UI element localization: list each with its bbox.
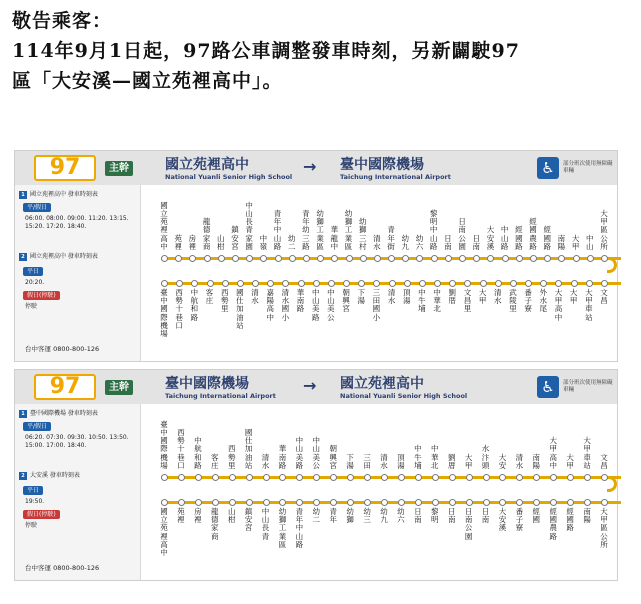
stop-dot	[289, 255, 296, 262]
stop-dot	[573, 255, 580, 262]
stop-dot	[195, 474, 202, 481]
stop-dot	[296, 499, 303, 506]
stop-dot	[279, 474, 286, 481]
stop-dot	[584, 499, 591, 506]
stop-name-top: 大甲	[571, 233, 580, 251]
stop-name-bottom: 國立苑裡高中	[160, 507, 168, 558]
stop-name-top: 幼九	[401, 233, 410, 251]
stop-name-top: 中牛埔	[414, 444, 422, 470]
stop-name-top: 下湯	[346, 452, 354, 470]
stop-name-top: 苑裡	[174, 233, 182, 251]
stop-name-top: 大安	[498, 452, 507, 470]
stop-dot	[567, 474, 574, 481]
stop-name-bottom: 文昌里	[463, 288, 472, 314]
stop-name-bottom: 中航和路	[190, 288, 199, 322]
stop-name-bottom: 黎明	[431, 507, 439, 525]
stop-dot	[432, 474, 439, 481]
stop-name-bottom: 苑裡	[177, 507, 185, 525]
stop-name-top: 山柑	[217, 233, 225, 251]
stop-dot	[161, 474, 168, 481]
route-number: 97	[34, 155, 96, 181]
stop-dot	[263, 474, 270, 481]
stop-name-bottom: 清水	[387, 288, 396, 306]
route-number: 97	[34, 374, 96, 400]
schedule-sidebar	[15, 404, 141, 580]
stop-name-top: 中山路	[500, 225, 509, 251]
stop-name-bottom: 大甲區公所	[600, 507, 608, 549]
stop-dot	[189, 255, 196, 262]
stop-dot	[483, 499, 490, 506]
stop-name-top: 頂湯	[397, 452, 405, 470]
stop-name-top: 青年幼三路	[302, 208, 310, 251]
stop-name-bottom: 幼獅	[346, 507, 354, 525]
schedule-2-weekday-tag: 平日	[23, 486, 43, 495]
schedule-1-title-text: 國立苑裡高中 發車時刻表	[30, 191, 98, 198]
stop-dot	[313, 499, 320, 506]
stop-name-bottom: 日南公園	[464, 507, 473, 541]
stop-dot	[358, 280, 365, 287]
stop-name-bottom: 中華北	[433, 288, 441, 314]
stop-dot	[516, 474, 523, 481]
stop-name-top: 南陽	[557, 233, 566, 251]
stop-name-bottom: 劉厝	[448, 288, 457, 306]
stop-dot	[204, 255, 211, 262]
stop-name-top: 國立苑裡高中	[160, 200, 168, 251]
stop-dot	[449, 474, 456, 481]
stop-name-top: 大甲高中	[549, 436, 557, 470]
panel-header	[15, 151, 617, 185]
stop-dot	[313, 280, 320, 287]
route-panel-outbound	[14, 150, 618, 362]
stop-dot	[267, 280, 274, 287]
stop-dot	[601, 255, 608, 262]
stop-name-bottom: 日南	[447, 507, 456, 525]
stop-name-top: 大甲	[566, 452, 574, 470]
stop-dots-top	[161, 474, 621, 481]
stop-name-bottom: 頂湯	[403, 288, 411, 306]
stop-name-bottom: 經國農路	[549, 507, 557, 541]
schedule-2-times: 20:20.	[25, 279, 45, 286]
stop-name-top: 大甲	[464, 452, 473, 470]
stop-name-bottom: 房裡	[194, 507, 202, 525]
stop-dot	[402, 255, 409, 262]
destination-name-en: Taichung International Airport	[340, 173, 451, 181]
stop-dot	[483, 474, 490, 481]
stop-name-top: 華龍中	[330, 225, 339, 251]
stop-dot	[212, 474, 219, 481]
panel-header	[15, 370, 617, 404]
stop-dot	[415, 474, 422, 481]
stop-name-top: 幼獅工業區	[316, 208, 324, 251]
notice-line-1: 敬告乘客：	[12, 10, 113, 32]
stop-dot	[567, 499, 574, 506]
stop-dot	[161, 280, 168, 287]
stop-name-top: 幼獅三村	[358, 217, 367, 251]
stop-name-bottom: 青年	[329, 507, 337, 525]
operator-phone: 台中客運 0800-800-126	[25, 564, 100, 572]
route-panel-inbound	[14, 369, 618, 581]
schedule-1-title: 1 臺中國際機場 發車時刻表	[19, 408, 98, 418]
stop-name-top: 經國路	[543, 225, 551, 251]
stop-name-bottom: 大安溪	[498, 507, 507, 533]
stop-dot	[330, 474, 337, 481]
stop-dot	[347, 499, 354, 506]
stop-dot	[303, 255, 310, 262]
stop-dot	[434, 280, 441, 287]
stop-dot	[530, 255, 537, 262]
stop-name-bottom: 中山美公	[327, 288, 335, 322]
stop-name-bottom: 幼六	[397, 507, 405, 525]
stop-dot	[364, 499, 371, 506]
stop-dot	[398, 499, 405, 506]
stop-name-bottom: 國仕加油站	[236, 288, 244, 330]
stop-dot	[419, 280, 426, 287]
stop-name-top: 中山長青家園	[245, 200, 253, 251]
stop-dot	[550, 499, 557, 506]
stop-dot	[571, 280, 578, 287]
stop-dot	[229, 499, 236, 506]
stop-name-bottom: 南陽	[583, 507, 591, 525]
stop-dot	[510, 280, 517, 287]
stop-dot	[480, 280, 487, 287]
stop-dot	[473, 255, 480, 262]
wheelchair-icon: ♿	[537, 157, 559, 179]
stop-name-top: 清水	[373, 233, 381, 251]
schedule-2-weekday-tag: 平日	[23, 267, 43, 276]
stop-name-top: 日南公園	[458, 217, 466, 251]
stop-dot	[601, 499, 608, 506]
stop-dot	[495, 280, 502, 287]
schedule-1-title: 1 國立苑裡高中 發車時刻表	[19, 189, 98, 199]
stop-dot	[499, 499, 506, 506]
stop-dot	[550, 474, 557, 481]
stop-name-top: 西勢十巷口	[177, 427, 185, 470]
stop-dot	[229, 474, 236, 481]
stop-dot	[175, 255, 182, 262]
stop-name-bottom: 番子寮	[515, 507, 524, 533]
stop-dot	[389, 280, 396, 287]
origin-name: 國立苑裡高中	[165, 157, 249, 173]
stop-name-bottom: 華南路	[296, 288, 305, 314]
stop-dot	[296, 474, 303, 481]
stop-name-bottom: 山柑	[227, 507, 236, 525]
stop-dot	[601, 280, 608, 287]
stop-name-top: 龍德家商	[202, 217, 211, 251]
stop-name-top: 日南	[472, 233, 480, 251]
stop-dot	[346, 255, 353, 262]
stop-dot	[207, 280, 214, 287]
stop-dot	[601, 474, 608, 481]
stop-name-bottom: 客庄	[205, 288, 214, 306]
stop-name-bottom: 青年中山路	[295, 507, 304, 549]
stop-name-bottom: 朝興宮	[342, 288, 350, 314]
schedule-1-times: 06:20. 07:30. 09:30. 10:50. 13:50. 15:00. 17:00. 18:40.	[25, 434, 129, 449]
stop-name-top: 經國路	[515, 225, 523, 251]
stop-name-top: 大甲區公所	[600, 208, 608, 251]
stop-name-bottom: 中山長青	[261, 507, 270, 541]
stop-name-bottom: 幼二	[312, 507, 321, 525]
stop-name-bottom: 外水尾	[539, 288, 548, 314]
accessibility-note: 部分班次使用無障礙車輛	[563, 161, 613, 174]
origin-name-en: National Yuanli Senior High School	[165, 173, 293, 181]
stop-dot	[415, 499, 422, 506]
stop-dot	[232, 255, 239, 262]
stop-name-top: 房裡	[188, 233, 197, 251]
stop-dot	[161, 255, 168, 262]
origin-name-en: Taichung International Airport	[165, 392, 276, 400]
stop-dot	[279, 499, 286, 506]
accessibility-note: 部分班次使用無障礙車輛	[563, 380, 613, 393]
stop-dot	[432, 499, 439, 506]
stop-name-top: 鎮安宮	[231, 225, 239, 251]
stop-name-top: 中航和路	[194, 436, 202, 470]
notice-line-3: 區「大安溪—國立苑裡高中」。	[12, 70, 283, 92]
stop-dot	[260, 255, 267, 262]
stop-name-top: 黎明中山路	[429, 208, 438, 251]
stop-dot	[388, 255, 395, 262]
origin-name: 臺中國際機場	[165, 376, 249, 392]
stop-dot	[584, 474, 591, 481]
stop-name-top: 中華北	[431, 444, 439, 470]
trunk-badge: 主幹	[105, 161, 133, 176]
stop-dot	[246, 474, 253, 481]
stop-name-bottom: 下湯	[357, 288, 365, 306]
stop-dot	[282, 280, 289, 287]
stop-name-top: 日南	[444, 233, 452, 251]
schedule-sidebar	[15, 185, 141, 361]
stop-name-top: 中山美路	[295, 436, 304, 470]
stop-dot	[237, 280, 244, 287]
stop-dot	[263, 499, 270, 506]
schedule-2-title: 2 國立苑裡高中 發車時刻表	[19, 251, 98, 261]
stop-dot	[516, 255, 523, 262]
stop-name-top: 華南路	[278, 444, 287, 470]
operator-phone: 台中客運 0800-800-126	[25, 345, 100, 353]
stop-dot	[431, 255, 438, 262]
stop-dot	[445, 255, 452, 262]
stop-dot	[449, 499, 456, 506]
schedule-2-title-text: 國立苑裡高中 發車時刻表	[30, 253, 98, 260]
stop-dot	[330, 499, 337, 506]
stop-name-top: 客庄	[211, 452, 219, 470]
stop-dot	[398, 474, 405, 481]
wheelchair-icon: ♿	[537, 376, 559, 398]
stop-name-bottom: 龍德家商	[211, 507, 219, 541]
schedule-2-suspended: 停駛	[25, 303, 38, 310]
stop-name-bottom: 三田國小	[372, 288, 381, 322]
stop-name-top: 大安溪	[486, 225, 495, 251]
stop-dots-bottom	[161, 280, 621, 287]
stop-dot	[466, 474, 473, 481]
stop-name-bottom: 幼三	[363, 507, 371, 525]
stop-dot	[466, 499, 473, 506]
direction-arrow-icon: →	[303, 157, 317, 176]
stop-dot	[540, 280, 547, 287]
trunk-badge: 主幹	[105, 380, 133, 395]
stop-dot	[178, 474, 185, 481]
destination-name-en: National Yuanli Senior High School	[340, 392, 468, 400]
stop-name-top: 清水	[261, 452, 270, 470]
stop-name-top: 幼六	[415, 233, 424, 251]
stop-dot	[298, 280, 305, 287]
stop-dots-bottom	[161, 499, 621, 506]
stop-dot	[212, 499, 219, 506]
stop-name-bottom: 清水	[251, 288, 259, 306]
stop-name-top: 清水	[515, 452, 524, 470]
stop-dot	[516, 499, 523, 506]
stop-dot	[161, 499, 168, 506]
stop-dot	[360, 255, 367, 262]
stop-name-top: 國仕加油站	[244, 427, 253, 470]
stop-name-bottom: 鎮安宮	[244, 507, 253, 533]
schedule-2-title: 2 大安溪 發車時刻表	[19, 470, 80, 480]
stop-name-bottom: 臺中國際機場	[160, 288, 168, 339]
stop-dot	[343, 280, 350, 287]
stop-dot	[195, 499, 202, 506]
stop-name-top: 青年街	[387, 225, 395, 251]
stop-name-bottom: 清水國小	[281, 288, 290, 322]
stop-dots-top	[161, 255, 621, 262]
stop-dot	[587, 255, 594, 262]
stop-dot	[246, 499, 253, 506]
stop-dot	[218, 255, 225, 262]
stop-name-top: 幼獅工業區	[344, 208, 353, 251]
stop-dot	[347, 474, 354, 481]
stop-name-top: 三田	[363, 452, 371, 470]
stop-name-top: 臺中國際機場	[160, 419, 168, 470]
schedule-1-tag: 平/假日	[23, 203, 51, 212]
notice-line-2: 114年9月1日起，97路公車調整發車時刻，另新闢駛97	[12, 40, 520, 62]
stop-dot	[533, 474, 540, 481]
schedule-2-holiday-tag: 假日(停駛)	[23, 291, 60, 300]
stop-name-bottom: 大甲高中	[554, 288, 563, 322]
stop-name-bottom: 大甲車站	[585, 288, 593, 322]
stop-name-top: 清水	[380, 452, 388, 470]
stop-name-top: 西勢里	[227, 444, 236, 470]
stop-name-bottom: 幼獅工業區	[278, 507, 287, 549]
stop-dot	[499, 474, 506, 481]
stop-dot	[416, 255, 423, 262]
direction-arrow-icon: →	[303, 376, 317, 395]
stop-name-bottom: 經國路	[566, 507, 574, 533]
stop-name-top: 青年中山路	[273, 208, 282, 251]
stop-name-top: 水汴頭	[481, 444, 490, 470]
stop-name-top: 劉厝	[447, 452, 456, 470]
destination-name: 國立苑裡高中	[340, 376, 424, 392]
notice	[12, 6, 632, 96]
stop-dot	[586, 280, 593, 287]
stop-name-top: 南陽	[532, 452, 541, 470]
stop-dot	[558, 255, 565, 262]
schedule-1-times: 06:00. 08:00. 09:00. 11:20. 13:15. 15:20. 17:20. 18:40.	[25, 215, 129, 230]
stop-name-bottom: 大甲	[569, 288, 578, 306]
stop-name-bottom: 中山美路	[311, 288, 320, 322]
schedule-2-suspended: 停駛	[25, 522, 38, 529]
stop-name-bottom: 中牛埔	[418, 288, 426, 314]
stop-dot	[381, 499, 388, 506]
stop-name-bottom: 嘉陽高中	[266, 288, 274, 322]
stop-dot	[459, 255, 466, 262]
schedule-2-holiday-tag: 假日(停駛)	[23, 510, 60, 519]
stop-name-top: 中嶺	[259, 233, 268, 251]
stop-name-bottom: 清水	[494, 288, 502, 306]
stop-name-bottom: 經國	[532, 507, 541, 525]
stop-name-top: 經國農路	[529, 217, 537, 251]
stop-dot	[381, 474, 388, 481]
stop-dot	[313, 474, 320, 481]
stop-dot	[525, 280, 532, 287]
stop-name-bottom: 西勢十巷口	[175, 288, 183, 330]
stop-dot	[373, 280, 380, 287]
stop-dot	[404, 280, 411, 287]
stop-dot	[222, 280, 229, 287]
stop-dot	[252, 280, 259, 287]
stop-name-top: 文昌	[600, 452, 608, 470]
destination-name: 臺中國際機場	[340, 157, 424, 173]
stop-dot	[533, 499, 540, 506]
stop-name-top: 大甲車站	[583, 436, 591, 470]
stop-dot	[328, 280, 335, 287]
stop-dot	[502, 255, 509, 262]
schedule-1-title-text: 臺中國際機場 發車時刻表	[30, 410, 98, 417]
stop-dot	[317, 255, 324, 262]
stop-name-bottom: 番子寮	[524, 288, 532, 314]
stop-dot	[544, 255, 551, 262]
stop-dot	[487, 255, 494, 262]
stop-dot	[275, 255, 282, 262]
stop-name-top: 幼二	[287, 233, 296, 251]
stop-name-bottom: 日南	[414, 507, 422, 525]
stop-name-bottom: 大甲	[478, 288, 487, 306]
stop-name-top: 中山美公	[312, 436, 321, 470]
stop-dot	[178, 499, 185, 506]
stop-name-bottom: 文昌	[600, 288, 608, 306]
stop-dot	[364, 474, 371, 481]
stop-dot	[246, 255, 253, 262]
stop-name-top: 中山	[586, 233, 594, 251]
stop-dot	[449, 280, 456, 287]
schedule-2-title-text: 大安溪 發車時刻表	[30, 472, 80, 479]
schedule-1-tag: 平/假日	[23, 422, 51, 431]
stop-name-bottom: 武陵里	[509, 288, 517, 314]
stop-dot	[555, 280, 562, 287]
stop-dot	[464, 280, 471, 287]
stop-name-bottom: 幼九	[380, 507, 388, 525]
schedule-2-times: 19:50.	[25, 498, 45, 505]
stop-dot	[374, 255, 381, 262]
stop-name-top: 朝興宮	[329, 444, 337, 470]
stop-dot	[176, 280, 183, 287]
stop-name-bottom: 西勢里	[220, 288, 229, 314]
stop-dot	[191, 280, 198, 287]
stop-name-bottom: 日南	[481, 507, 490, 525]
stop-dot	[331, 255, 338, 262]
